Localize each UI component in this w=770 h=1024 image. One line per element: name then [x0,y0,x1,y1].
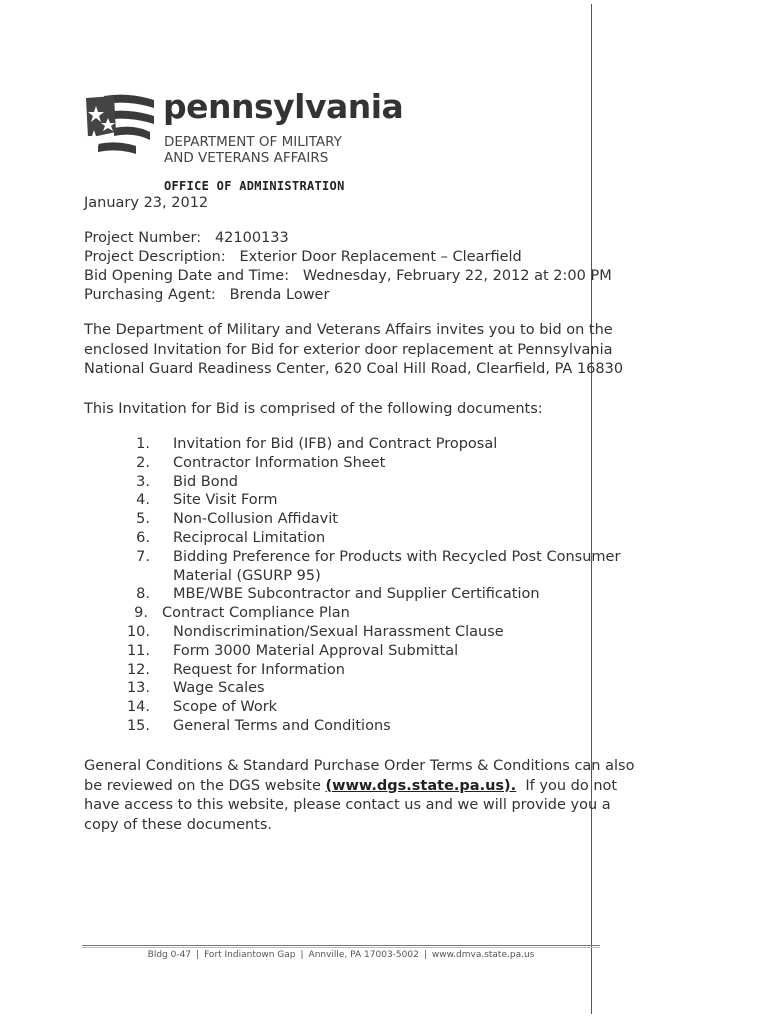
closing-paragraph [84,757,634,835]
paragraph-line [84,777,634,797]
project-number-row [84,229,612,248]
pennsylvania-flag-logo [84,92,156,164]
document-number: 10. [126,624,150,640]
project-number-value: 42100133 [214,230,289,246]
footer-address: Bldg 0-47 | Fort Indiantown Gap | Annville, PA 17003-5002 | www.dmva.state.pa.us [147,950,535,960]
office-heading: OFFICE OF ADMINISTRATION [164,179,345,193]
department-name-line2: AND VETERANS AFFAIRS [164,150,329,166]
document-title: General Terms and Conditions [173,718,391,734]
logo-wordmark: pennsylvania [163,87,404,126]
bid-opening-label: Bid Opening Date and Time: [84,268,290,284]
document-title: Reciprocal Limitation [173,530,326,546]
document-title: Bid Bond [173,473,239,490]
document-title: Nondiscrimination/Sexual Harassment Clause [173,624,504,640]
footer-building: Bldg 0-47 [147,950,192,960]
department-name-line1: DEPARTMENT OF MILITARY [164,134,342,150]
letter-date: January 23, 2012 [84,195,209,211]
scan-artifact-line [591,4,592,1014]
closing-text: be reviewed on the DGS website [84,777,326,794]
document-title: Non-Collusion Affidavit [173,511,338,528]
document-title: Scope of Work [173,699,278,716]
document-number: 4. [136,492,150,509]
document-number: 9. [134,605,148,622]
document-title: Form 3000 Material Approval Submittal [173,642,459,659]
document-title: Invitation for Bid (IFB) and Contract Proposal [173,436,498,452]
document-title: Material (GSURP 95) [173,567,321,584]
document-number: 14. [126,699,150,716]
paragraph-line: The Department of Military and Veterans Affairs invites you to bid on the [84,322,613,338]
document-number: 5. [136,511,150,528]
document-number: 11. [126,642,150,659]
document-title: Request for Information [173,661,345,678]
bid-opening-row [84,267,612,286]
document-number: 6. [136,530,150,546]
document-number: 13. [126,680,150,697]
dgs-website-link[interactable]: (www.dgs.state.pa.us). [325,777,517,794]
purchasing-agent-label: Purchasing Agent: [84,287,216,303]
footer-address-line: Annville, PA 17003-5002 [308,950,419,960]
document-title: MBE/WBE Subcontractor and Supplier Certification [173,586,540,603]
footer-divider [82,947,600,948]
document-title: Site Visit Form [173,492,278,509]
document-number: 12. [126,661,150,678]
document-number: 8. [136,586,150,603]
invitation-paragraph [84,321,623,380]
project-info-block [84,229,612,305]
project-description-value: Exterior Door Replacement – Clearfield [239,249,522,265]
document-title: Bidding Preference for Products with Recycled Post Consumer [173,548,621,565]
paragraph-line: have access to this website, please contact us and we will provide you a [84,797,611,813]
closing-text: If you do not [516,777,618,794]
paragraph-line: copy of these documents. [84,816,273,833]
bid-opening-value: Wednesday, February 22, 2012 at 2:00 PM [302,268,612,284]
paragraph-line: enclosed Invitation for Bid for exterior door replacement at Pennsylvania [84,341,613,358]
document-title: Wage Scales [173,680,265,697]
project-number-label: Project Number: [84,230,202,246]
purchasing-agent-row [84,286,612,305]
purchasing-agent-value: Brenda Lower [229,287,330,303]
project-description-label: Project Description: [84,249,226,265]
document-number: 15. [126,718,150,734]
footer-location: Fort Indiantown Gap [204,950,296,960]
document-number: 2. [136,454,150,471]
paragraph-line: National Guard Readiness Center, 620 Coal Hill Road, Clearfield, PA 16830 [84,361,624,377]
document-number: 7. [136,548,150,565]
paragraph-line: General Conditions & Standard Purchase Order Terms & Conditions can also [84,758,635,774]
document-number: 1. [136,436,150,452]
footer-divider [82,945,600,946]
document-title: Contractor Information Sheet [173,454,386,471]
footer-website-link[interactable]: www.dmva.state.pa.us [431,950,535,960]
document-title: Contract Compliance Plan [162,605,350,622]
document-number: 3. [136,473,150,490]
documents-intro: This Invitation for Bid is comprised of the following documents: [84,401,543,417]
project-description-row [84,248,612,267]
